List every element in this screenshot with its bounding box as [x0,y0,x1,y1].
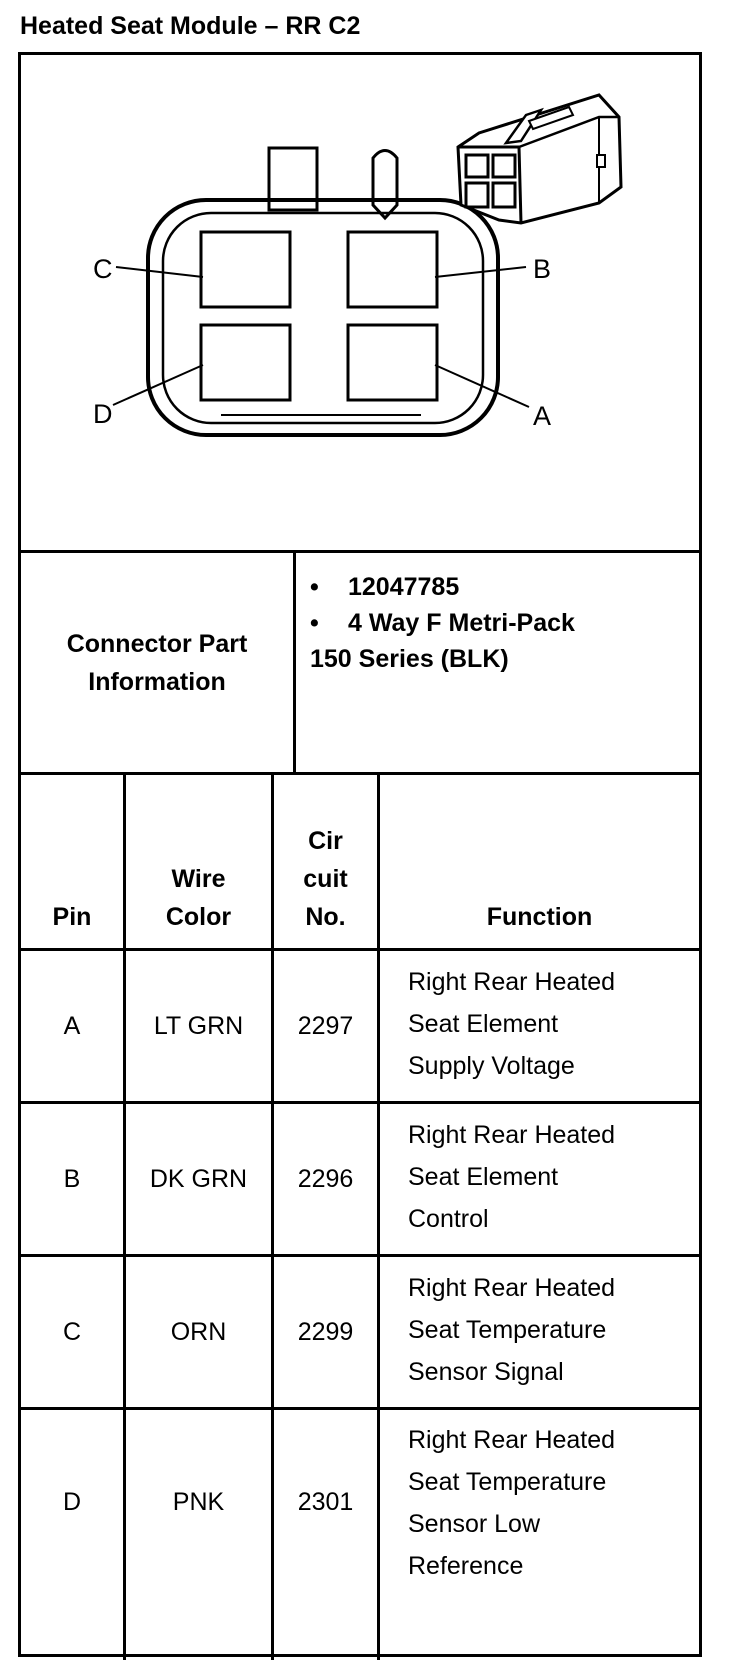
connector-part-info-label-line1: Connector Part [66,629,248,658]
cavity-a [348,325,437,400]
bullet: • [310,609,319,637]
function-line: Sensor Low [408,1510,541,1538]
header-wire-color [126,775,271,948]
bullet: • [310,573,319,601]
row-a-wire-color: LT GRN [153,1011,244,1040]
connector-face-svg [21,55,699,550]
function-line: Right Rear Heated [408,968,616,996]
connector-isometric-view [458,95,621,223]
function-line: Seat Temperature [408,1316,607,1344]
row-c-pin: C [62,1317,82,1346]
function-line: Control [408,1205,489,1233]
row-d-function [396,1419,696,1587]
row-d-circuit: 2301 [297,1488,354,1516]
row-b-function [396,1114,696,1240]
function-line: Right Rear Heated [408,1426,616,1454]
row-d-wire-color: PNK [172,1488,225,1516]
header-wire-color-line2: Color [165,903,232,931]
function-line: Seat Element [408,1010,559,1038]
connector-part-info-label [21,553,296,772]
row-b-wire-color: DK GRN [149,1164,248,1193]
function-line: Supply Voltage [408,1052,575,1080]
row-a-pin: A [63,1011,81,1040]
connector-part-info-label-line2: Information [88,667,226,696]
header-circuit-no [274,775,377,948]
function-line: Seat Temperature [408,1468,607,1496]
cavity-d [201,325,290,400]
row-c-circuit: 2299 [297,1317,354,1346]
row-a-circuit: 2297 [297,1011,354,1040]
description-line1: 4 Way F Metri-Pack [348,609,575,637]
header-function: Function [486,903,593,931]
function-line: Seat Element [408,1163,559,1191]
cavity-c [201,232,290,307]
page-title: Heated Seat Module – RR C2 [20,12,361,40]
row-a-function [396,961,696,1087]
connector-key-peg [373,151,397,219]
cavity-b [348,232,437,307]
pin-label-a: A [533,401,552,431]
row-b-circuit: 2296 [297,1164,354,1193]
function-line: Reference [408,1552,524,1580]
row-d-pin: D [62,1488,82,1516]
pin-label-d: D [93,399,113,429]
connector-table [18,52,702,1657]
function-line: Sensor Signal [408,1358,564,1386]
pin-label-c: C [93,254,113,284]
header-circuit-line3: No. [305,903,346,931]
description-line2: 150 Series (BLK) [310,645,509,673]
header-circuit-line1: Cir [308,827,343,855]
function-line: Right Rear Heated [408,1274,616,1302]
header-circuit-line2: cuit [303,865,348,893]
row-c-wire-color: ORN [170,1317,227,1346]
part-number: 12047785 [348,573,460,601]
row-b-pin: B [63,1164,81,1193]
function-line: Right Rear Heated [408,1121,616,1149]
row-c-function [396,1267,696,1393]
connector-diagram [21,55,699,553]
pin-label-b: B [533,254,552,284]
header-wire-color-line1: Wire [171,865,226,893]
connector-part-info-value [296,553,699,772]
header-pin: Pin [52,903,92,931]
